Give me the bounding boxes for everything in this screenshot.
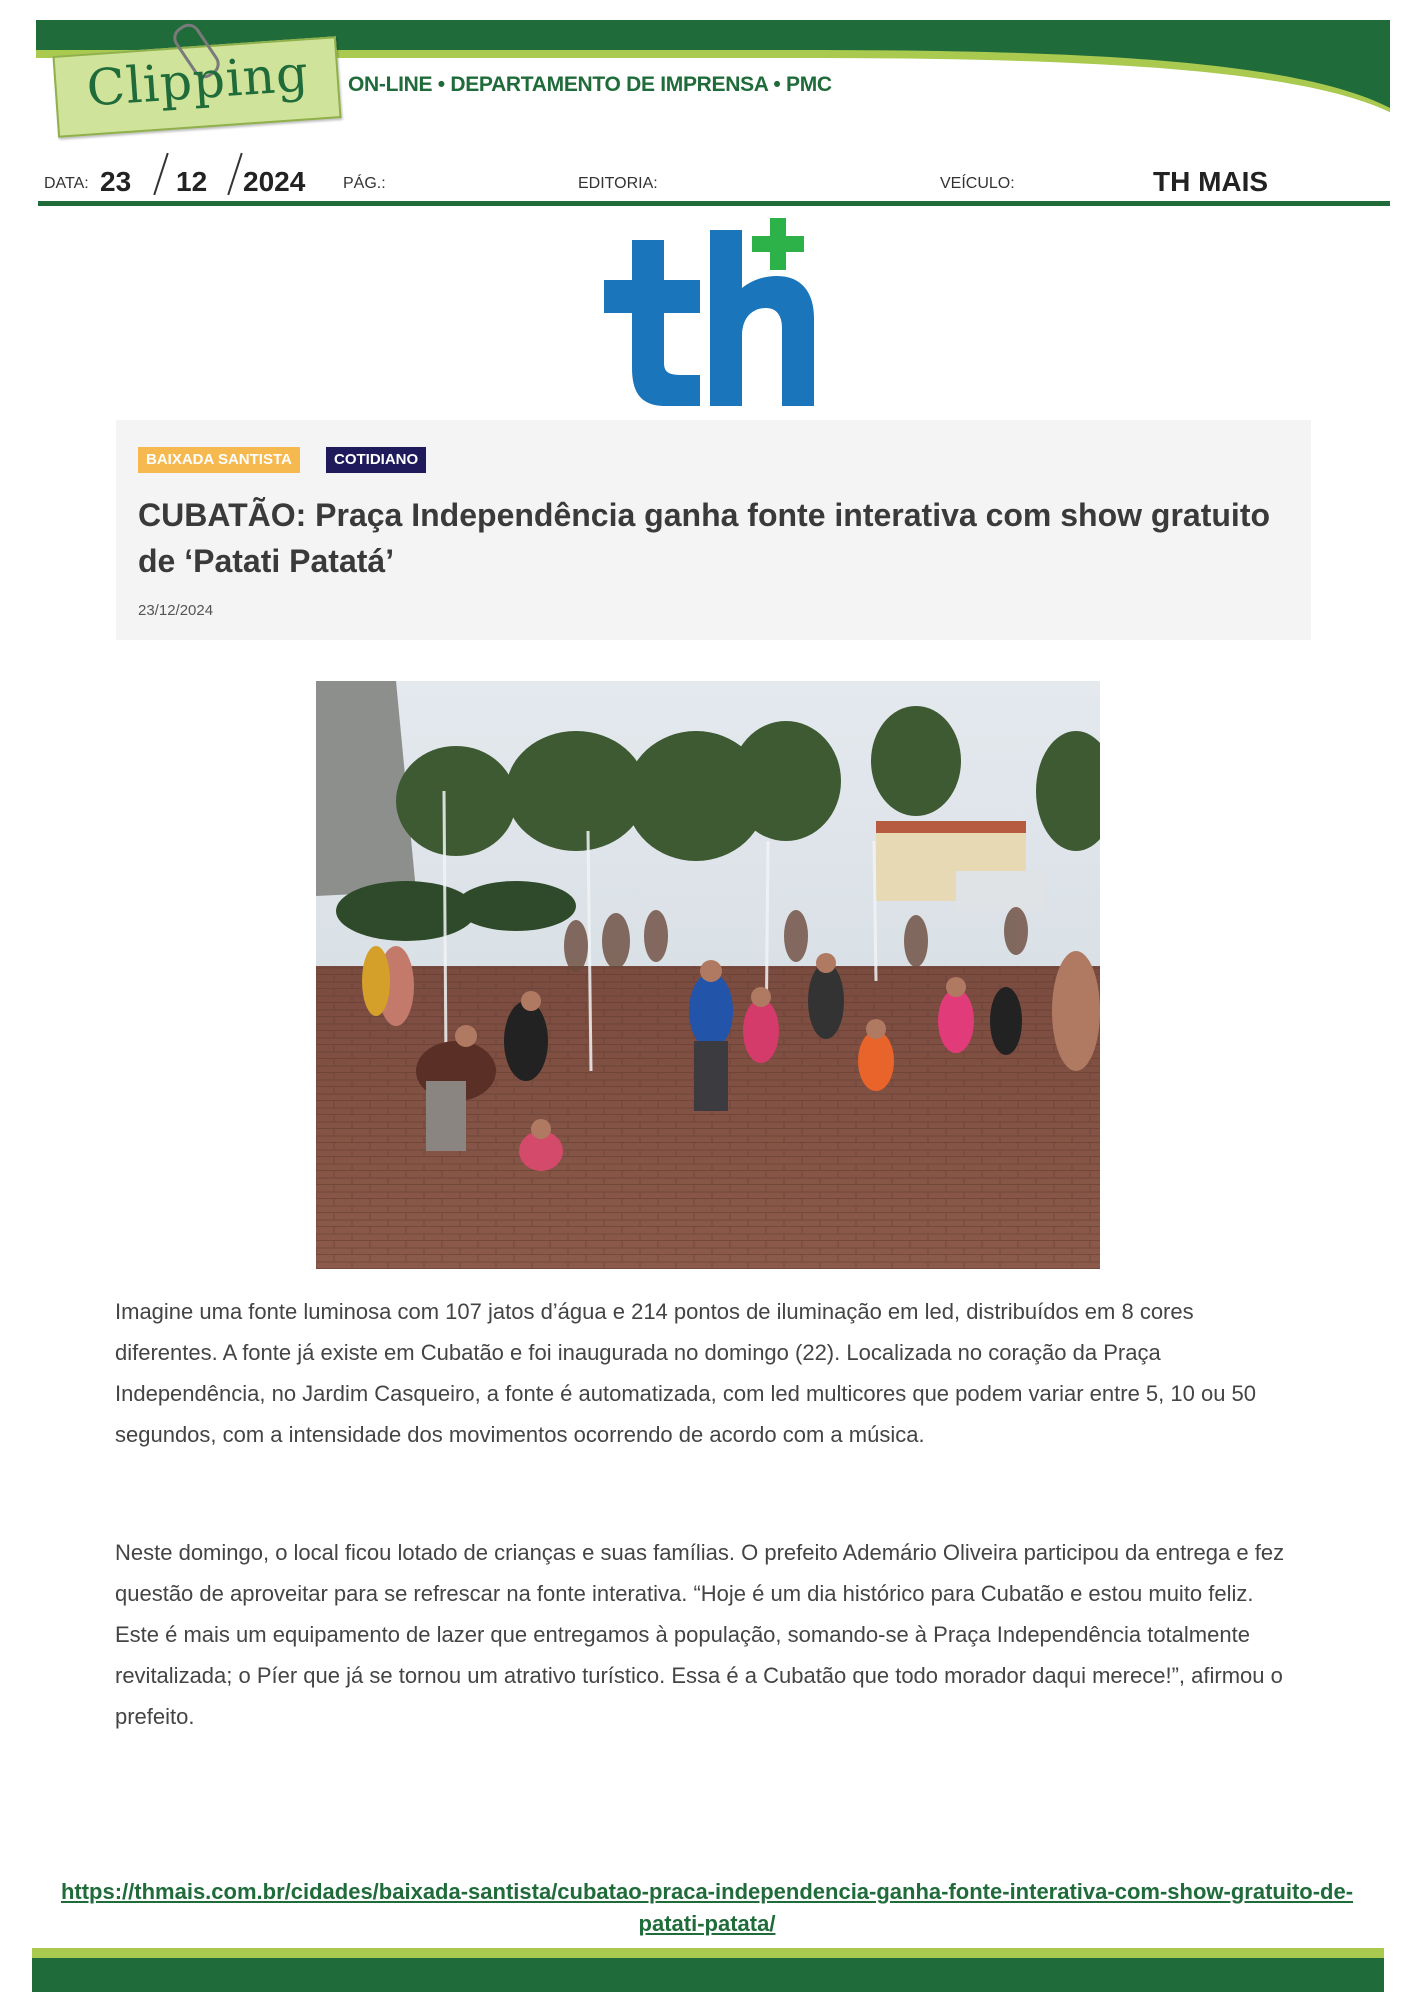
footer-dark-band <box>32 1958 1384 1992</box>
article-paragraph: Neste domingo, o local ficou lotado de crianças e suas famílias. O prefeito Ademário Oliveira participou da entrega e fez questão de aproveitar para se refrescar na fonte interativa. “Hoje é um dia histórico para Cubatão e estou muito feliz. Este é mais um equipamento de lazer que entregamos à população, somando-se à Praça Independência totalmente revitalizada; o Píer que já se tornou um atrativo turístico. Essa é a Cubatão que todo morador daqui merece!”, afirmou o prefeito. <box>115 1540 1285 1729</box>
article-paragraph: Imagine uma fonte luminosa com 107 jatos d’água e 214 pontos de iluminação em led, distribuídos em 8 cores diferentes. A fonte já existe em Cubatão e foi inaugurada no domingo (22). Localizada no coração da Praça Independência, no Jardim Casqueiro, a fonte é automatizada, com led multicores que podem variar entre 5, 10 ou 50 segundos, com a intensidade dos movimentos ocorrendo de acordo com a música. <box>115 1299 1257 1447</box>
footer-light-stripe <box>32 1948 1384 1958</box>
date-day: 23 <box>100 166 132 197</box>
department-title: ON-LINE • DEPARTAMENTO DE IMPRENSA • PMC <box>348 73 832 96</box>
article-header-card <box>116 420 1311 640</box>
editoria-label: EDITORIA: <box>578 175 658 192</box>
article-headline: CUBATÃO: Praça Independência ganha fonte interativa com show gratuito de ‘Patati Patatá’ <box>138 497 1271 579</box>
th-plus-logo <box>602 218 817 408</box>
date-year: 2024 <box>243 166 306 197</box>
clipping-label: Clipping <box>84 44 311 118</box>
article-date: 23/12/2024 <box>138 602 214 619</box>
date-label: DATA: <box>44 175 89 192</box>
article-photo <box>316 681 1100 1269</box>
vehicle-label: VEÍCULO: <box>940 175 1015 192</box>
vehicle-name: TH MAIS <box>1153 166 1269 197</box>
source-url-link[interactable]: https://thmais.com.br/cidades/baixada-santista/cubatao-praca-independencia-ganha-fonte-interativa-com-show-gratuito-de-patati-patata/ <box>60 1879 1354 1936</box>
date-separator <box>227 153 242 195</box>
badge-cotidiano[interactable]: COTIDIANO <box>326 447 426 473</box>
meta-divider <box>38 201 1390 206</box>
badge-baixada-santista[interactable]: BAIXADA SANTISTA <box>138 447 300 473</box>
page-label: PÁG.: <box>343 175 386 192</box>
date-separator <box>153 153 168 195</box>
date-month: 12 <box>176 166 208 197</box>
